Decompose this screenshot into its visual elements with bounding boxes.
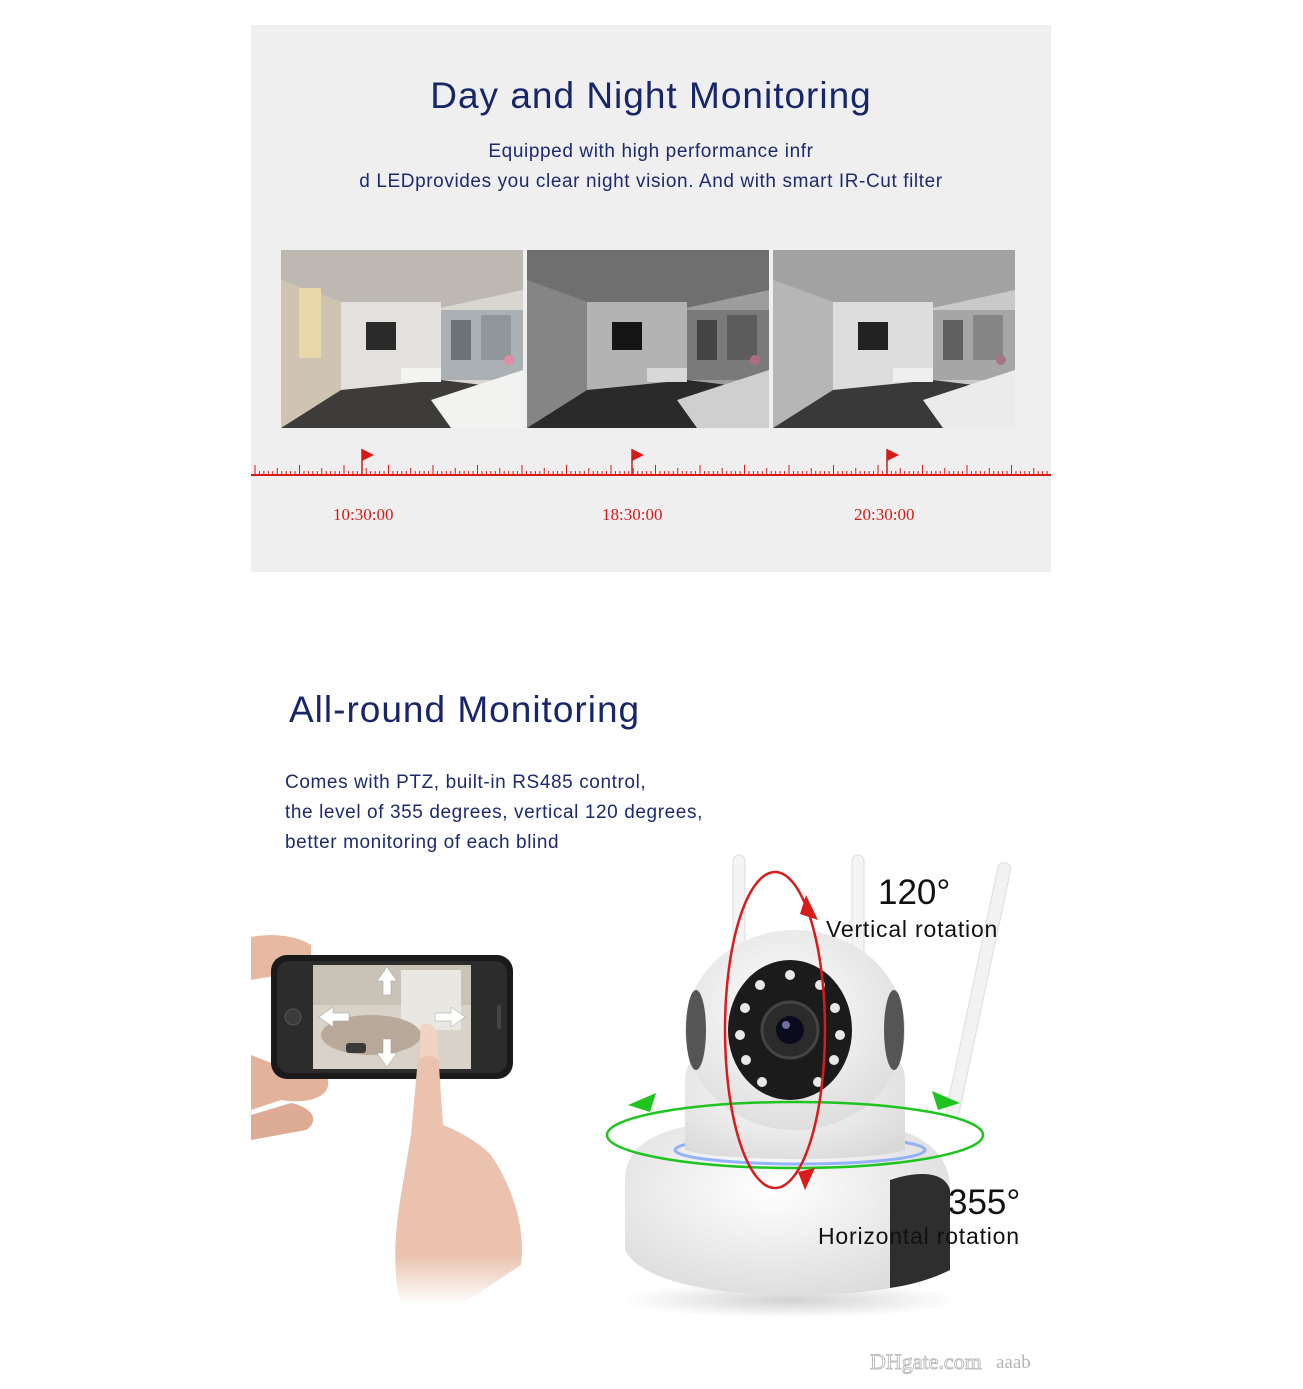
vertical-degrees: 120°	[878, 873, 951, 912]
time-label-2: 18:30:00	[602, 505, 663, 524]
day-night-panel	[251, 25, 1051, 572]
vertical-rotation-label: Vertical rotation	[826, 916, 999, 942]
day-night-description-line2: d LEDprovides you clear night vision. And with smart IR-Cut filter	[359, 171, 943, 192]
day-night-title: Day and Night Monitoring	[430, 75, 872, 116]
all-round-title: All-round Monitoring	[289, 689, 641, 730]
dhgate-watermark	[870, 1347, 1050, 1377]
timeline-play-marker-2	[632, 449, 644, 461]
room-photo-day	[281, 250, 523, 428]
svg-text:aaab: aaab	[996, 1352, 1031, 1373]
svg-text:DHgate.com: DHgate.com	[870, 1349, 982, 1374]
time-label-1: 10:30:00	[333, 505, 394, 524]
room-photo-strip	[281, 250, 1017, 428]
time-label-3: 20:30:00	[854, 505, 915, 524]
timeline-ruler	[251, 445, 1051, 524]
horizontal-rotation-label: Horizontal rotation	[818, 1223, 1020, 1249]
timeline-ticks	[251, 445, 1051, 485]
all-round-description-line2: the level of 355 degrees, vertical 120 degrees,	[285, 802, 703, 823]
horizontal-degrees: 355°	[948, 1183, 1021, 1222]
phone-in-hand-illustration	[251, 925, 551, 1305]
timeline-play-marker-3	[887, 449, 899, 461]
all-round-description-line1: Comes with PTZ, built-in RS485 control,	[285, 772, 647, 793]
room-photo-night	[773, 250, 1015, 428]
all-round-description-line3: better monitoring of each blind	[285, 832, 560, 853]
room-photo-dusk	[527, 250, 769, 428]
day-night-description-line1: Equipped with high performance infr	[488, 141, 814, 162]
timeline-play-marker-1	[362, 449, 374, 461]
